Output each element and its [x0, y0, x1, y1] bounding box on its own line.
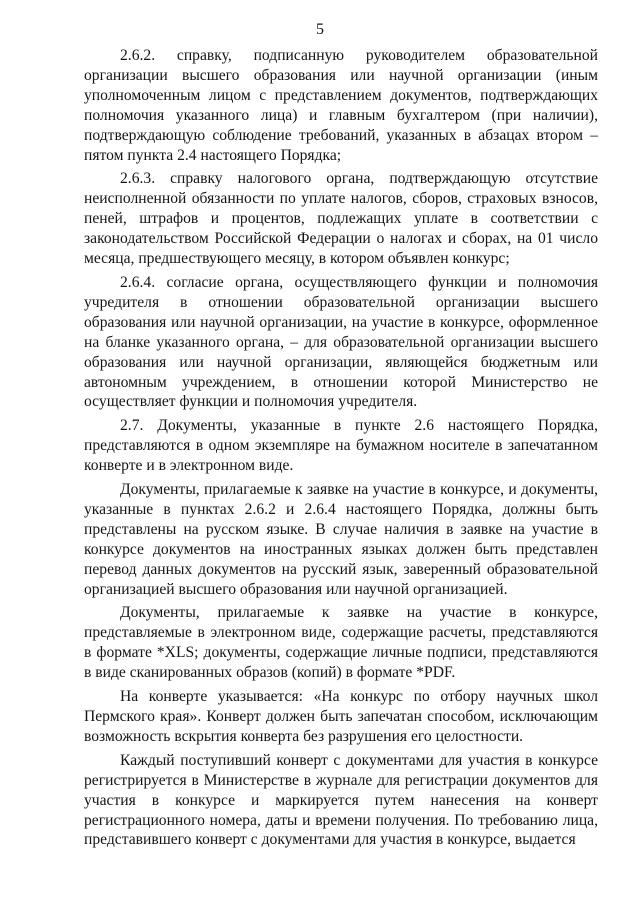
paragraph-file-formats: Документы, прилагаемые к заявке на участие в конкурсе, представляемые в электронном виде, содержащие расчеты, представляются в формате *XLS; документы, содержащие личные подписи, представляются в виде сканированных образов (копий) в формате *PDF. — [84, 604, 598, 682]
paragraph-2-6-3: 2.6.3. справку налогового органа, подтверждающую отсутствие неисполненной обязанности по уплате налогов, сборов, страховых взносов, пеней, штрафов и процентов, подлежащих уплате в соответствии с законодательством Российской Федерации о налогах и сборах, на 01 число месяца, предшествующего месяцу, в котором объявлен конкурс; — [84, 170, 598, 268]
paragraph-language-requirements: Документы, прилагаемые к заявке на участие в конкурсе, и документы, указанные в пунктах 2.6.2 и 2.6.4 настоящего Порядка, должны быть представлены на русском языке. В случае наличия в заявке на участие в конкурсе документов на иностранных языках должен быть представлен перевод данных документов на русский язык, заверенный образовательной организацией высшего образования или научной организацией. — [84, 481, 598, 598]
paragraph-envelope-label: На конверте указывается: «На конкурс по отбору научных школ Пермского края». Конверт должен быть запечатан способом, исключающим возможность вскрытия конверта без разрушения его целостности. — [84, 688, 598, 745]
paragraph-2-6-4: 2.6.4. согласие органа, осуществляющего функции и полномочия учредителя в отношении образовательной организации высшего образования или научной организации, на участие в конкурсе, оформленное на бланке указанного органа, – для образовательной организации высшего образования или научной организации, являющейся бюджетным или автономным учреждением, в отношении которой Министерство не осуществляет функции и полномочия учредителя. — [84, 273, 598, 411]
document-body — [84, 46, 598, 854]
paragraph-2-6-2: 2.6.2. справку, подписанную руководителем образовательной организации высшего образования или научной организации (иным уполномоченным лицом с представлением документов, подтверждающих полномочия указанного лица) и главным бухгалтером (при наличии), подтверждающую соблюдение требований, указанных в абзацах втором – пятом пункта 2.4 настоящего Порядка; — [84, 47, 598, 164]
paragraph-envelope-registration: Каждый поступивший конверт с документами для участия в конкурсе регистрируется в Министерстве в журнале для регистрации документов для участия в конкурсе и маркируется путем нанесения на конверт регистрационного номера, даты и времени получения. По требованию лица, представившего конверт с документами для участия в конкурсе, выдается — [84, 751, 598, 849]
page-number: 5 — [316, 21, 324, 38]
paragraph-2-7: 2.7. Документы, указанные в пункте 2.6 настоящего Порядка, представляются в одном экземпляре на бумажном носителе в запечатанном конверте и в электронном виде. — [84, 417, 598, 475]
